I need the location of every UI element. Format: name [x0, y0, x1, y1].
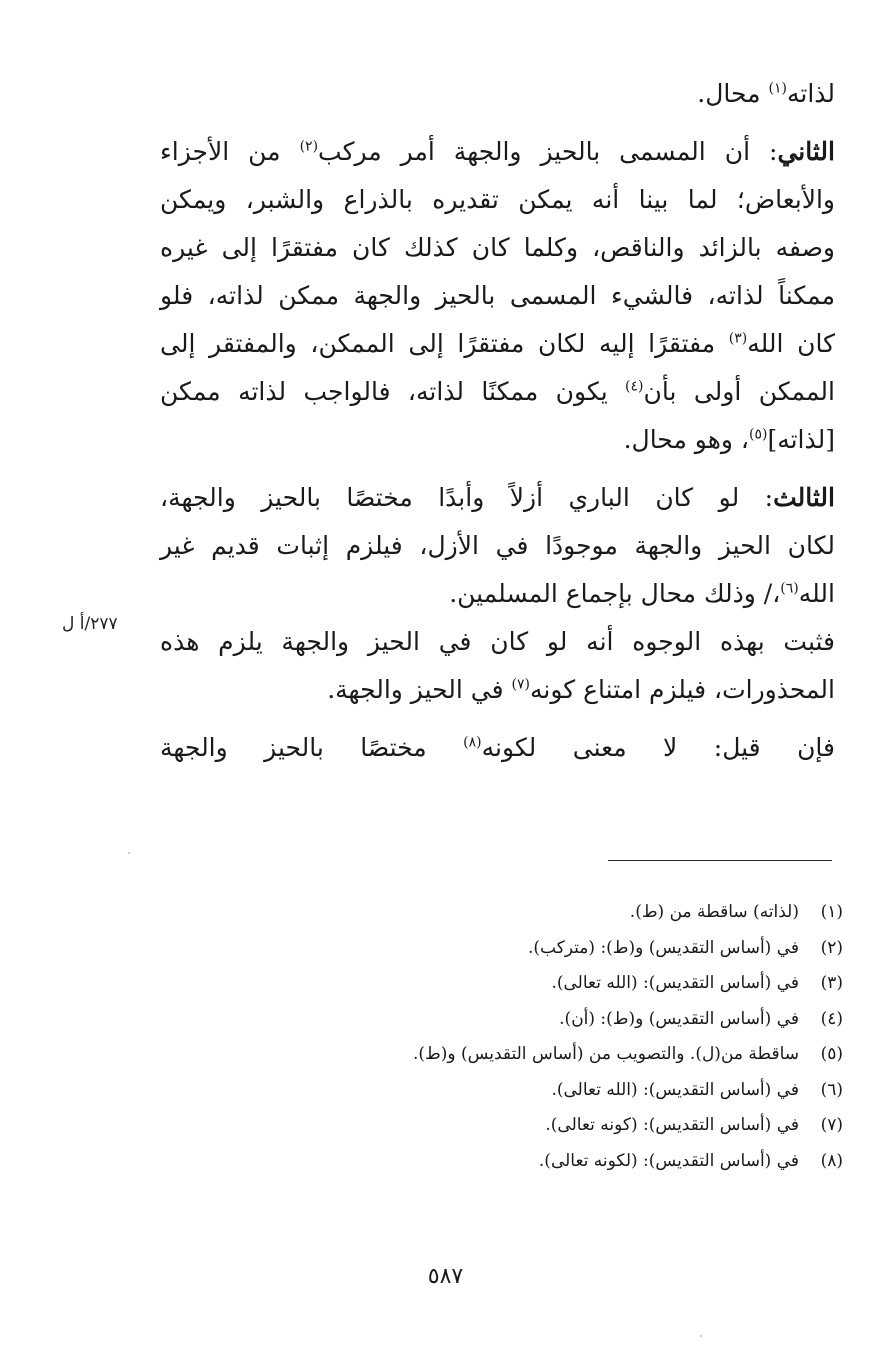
footnote-number: (١) — [820, 902, 843, 922]
footnote-item — [43, 1073, 843, 1109]
main-body-text — [160, 70, 835, 772]
text-line — [160, 666, 835, 714]
line-text: [لذاته] — [767, 425, 835, 454]
footnote-item — [43, 1002, 843, 1038]
line-text: وصفه بالزائد والناقص، وكلما كان كذلك كان مفتقرًا إلى غيره — [160, 233, 835, 262]
line-text-continued: مختصًا بالحيز والجهة — [160, 733, 464, 762]
scan-speck — [128, 852, 130, 854]
manuscript-folio-marker: ٢٧٧/أ ل — [62, 614, 118, 634]
line-text-continued: في الحيز والجهة. — [327, 675, 512, 704]
line-text: كان الله — [747, 329, 835, 358]
footnote-item — [43, 895, 843, 931]
text-line — [160, 474, 835, 522]
text-line — [160, 416, 835, 464]
paragraph-gap — [160, 118, 835, 128]
text-line — [160, 618, 835, 666]
text-line — [160, 570, 835, 618]
footnote-number: (٨) — [820, 1150, 843, 1171]
footnotes-section — [43, 895, 843, 1179]
line-text: الله — [798, 579, 835, 608]
footnote-reference[interactable]: (١) — [768, 80, 787, 97]
footnote-item — [43, 1144, 843, 1180]
footnote-number: (٤) — [820, 1008, 843, 1029]
line-text: ممكناً لذاته، فالشيء المسمى بالحيز والجهة ممكن لذاته، فلو — [160, 281, 835, 310]
footnote-text: في (أساس التقديس): (لكونه تعالى). — [538, 1150, 799, 1171]
text-line — [160, 224, 835, 272]
footnote-number: (٥) — [820, 1044, 843, 1064]
footnote-number: (٣) — [820, 973, 843, 993]
paragraph-gap — [160, 714, 835, 724]
footnote-text: في (أساس التقديس) و(ط): (أن). — [559, 1008, 799, 1029]
footnote-text: ساقطة من(ل). والتصويب من (أساس التقديس) و(ط). — [412, 1044, 799, 1064]
footnote-text: في (أساس التقديس): (الله تعالى). — [551, 1079, 799, 1100]
footnote-reference[interactable]: (٤) — [625, 378, 644, 395]
line-text-continued: يكون ممكنًا لذاته، فالواجب لذاته ممكن — [160, 377, 626, 406]
line-text: لذاته — [786, 79, 835, 108]
footnote-separator — [608, 860, 832, 861]
text-line — [160, 320, 835, 368]
footnote-item — [43, 931, 843, 967]
footnote-text: في (أساس التقديس): (كونه تعالى). — [545, 1115, 799, 1135]
footnote-reference[interactable]: (٨) — [463, 734, 482, 751]
footnote-number: (٦) — [820, 1079, 843, 1100]
footnote-reference[interactable]: (٢) — [299, 138, 319, 155]
line-text: الممكن أولى بأن — [643, 377, 835, 406]
line-text-continued: من الأجزاء — [160, 137, 300, 166]
footnote-number: (٢) — [820, 937, 843, 958]
text-line — [160, 176, 835, 224]
footnote-text: (لذاته) ساقطة من (ط). — [629, 902, 799, 922]
footnote-item — [43, 1108, 843, 1144]
footnote-reference[interactable]: (٦) — [780, 580, 799, 597]
footnote-reference[interactable]: (٥) — [748, 426, 768, 443]
text-line — [160, 70, 835, 118]
footnote-item — [43, 966, 843, 1002]
text-line — [160, 128, 835, 176]
footnote-number: (٧) — [820, 1115, 843, 1135]
paragraph-gap — [160, 464, 835, 474]
section-keyword: الثالث — [773, 483, 835, 512]
line-text: المحذورات، فيلزم امتناع كونه — [530, 675, 835, 704]
text-line — [160, 522, 835, 570]
line-text: : لو كان الباري أزلاً وأبدًا مختصًا بالحيز والجهة، — [160, 483, 774, 512]
line-text-continued: ،/ وذلك محال بإجماع المسلمين. — [449, 579, 781, 608]
line-text: فإن قيل: لا معنى لكونه — [481, 733, 836, 762]
text-line — [160, 368, 835, 416]
footnote-text: في (أساس التقديس) و(ط): (متركب). — [527, 937, 799, 958]
footnote-text: في (أساس التقديس): (الله تعالى). — [551, 973, 799, 993]
footnote-item — [43, 1037, 843, 1073]
line-text: والأبعاض؛ لما بينا أنه يمكن تقديره بالذراع والشبر، ويمكن — [160, 185, 835, 214]
text-line — [160, 724, 835, 772]
line-text-continued: محال. — [697, 79, 769, 108]
text-line — [160, 272, 835, 320]
page-number: ٥٨٧ — [427, 1264, 464, 1289]
section-keyword: الثاني — [777, 137, 835, 166]
line-text-continued: ، وهو محال. — [623, 425, 749, 454]
footnote-reference[interactable]: (٧) — [511, 676, 530, 693]
line-text: : أن المسمى بالحيز والجهة أمر مركب — [318, 137, 778, 166]
scan-speck — [700, 1335, 702, 1337]
line-text-continued: مفتقرًا إليه لكان مفتقرًا إلى الممكن، والمفتقر إلى — [160, 329, 729, 358]
line-text: فثبت بهذه الوجوه أنه لو كان في الحيز والجهة يلزم هذه — [160, 627, 835, 656]
footnote-reference[interactable]: (٣) — [728, 330, 748, 347]
line-text: لكان الحيز والجهة موجودًا في الأزل، فيلزم إثبات قديم غير — [160, 531, 835, 560]
